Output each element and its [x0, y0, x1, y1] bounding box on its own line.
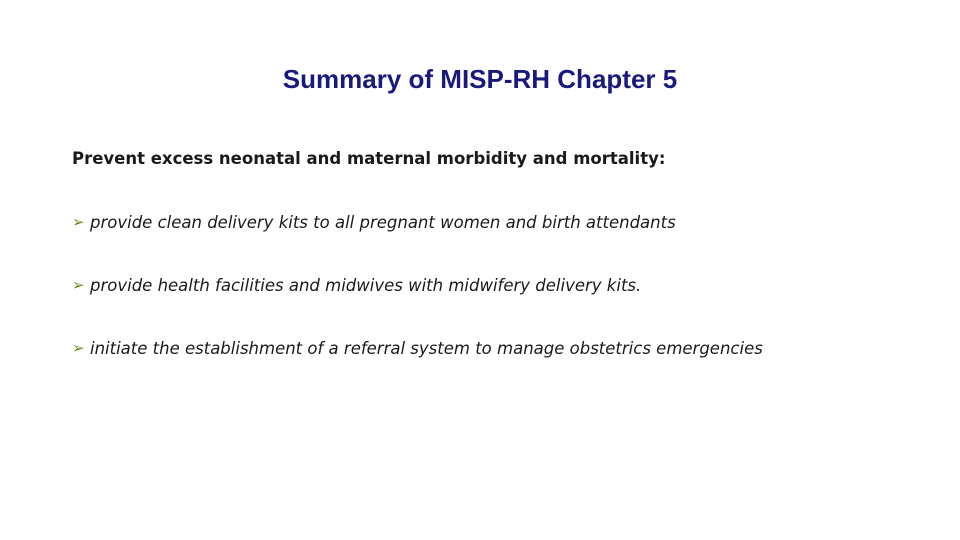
bullet-text: provide clean delivery kits to all pregnant women and birth attendants [90, 212, 676, 232]
bullet-list [72, 210, 763, 399]
arrow-icon: ➢ [72, 213, 85, 231]
bullet-text: provide health facilities and midwives with midwifery delivery kits. [90, 275, 642, 295]
arrow-icon: ➢ [72, 339, 85, 357]
arrow-icon: ➢ [72, 276, 85, 294]
slide-title: Summary of MISP-RH Chapter 5 [282, 64, 678, 94]
bullet-item [72, 210, 763, 234]
slide-subheading: Prevent excess neonatal and maternal morbidity and mortality: [72, 149, 666, 168]
bullet-item [72, 336, 763, 360]
bullet-text: initiate the establishment of a referral system to manage obstetrics emergencies [90, 338, 763, 358]
bullet-item [72, 273, 763, 297]
